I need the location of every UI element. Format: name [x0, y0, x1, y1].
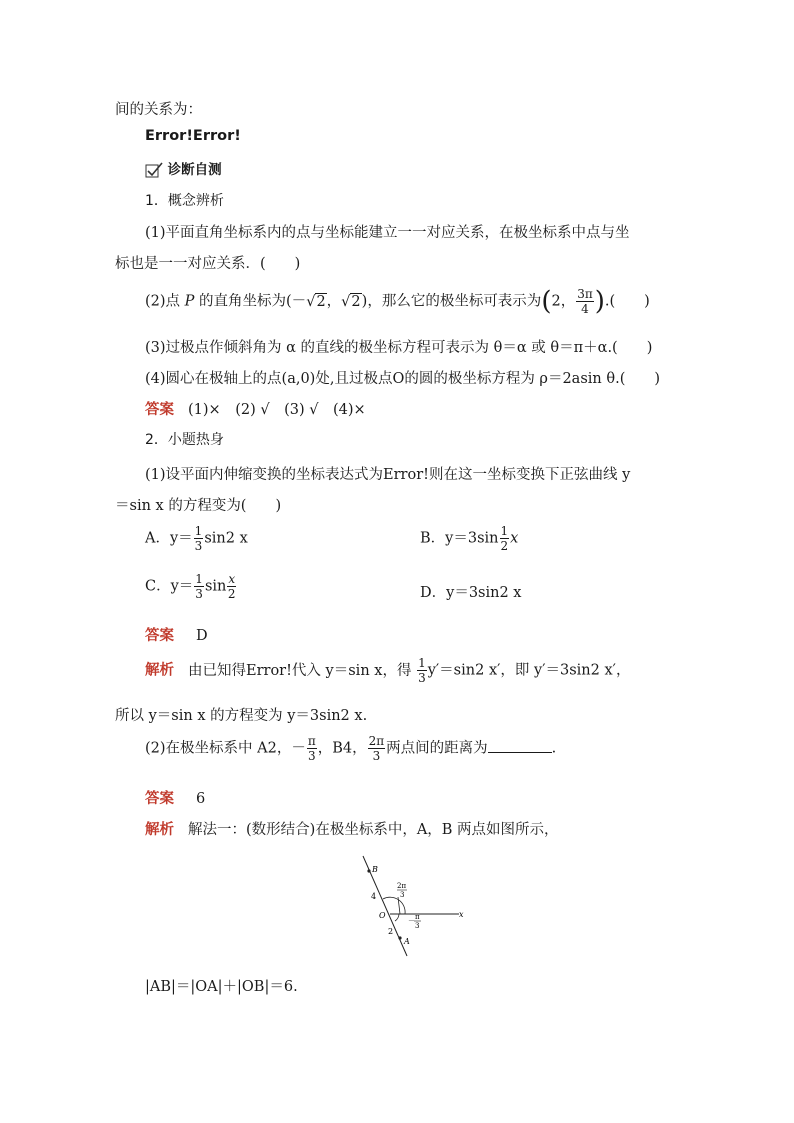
angle-1-den: 3	[400, 891, 405, 899]
option-a: A．y＝ $\frac{1}{3}$ sin2 x	[145, 524, 248, 553]
analysis-2: 解析 解法一：(数形结合)在极坐标系中，A，B 两点如图所示，	[145, 822, 559, 838]
angle-1-num: 2π	[397, 882, 407, 890]
answer-1: 答案 (1)× (2) √ (3) √ (4)×	[145, 402, 366, 418]
question-1-line-a: (1)设平面内伸缩变换的坐标表达式为Error!则在这一坐标变换下正弦曲线 y	[145, 467, 631, 483]
item-1-line-a: (1)平面直角坐标系内的点与坐标能建立一一对应关系，在极坐标系中点与坐	[145, 225, 630, 241]
checkmark-icon	[145, 162, 163, 178]
answer-blank	[488, 752, 552, 753]
item-1-line-b: 标也是一一对应关系．( )	[115, 256, 301, 272]
label-4: 4	[371, 892, 377, 901]
question-1-line-b: ＝sin x 的方程变为( )	[115, 498, 282, 514]
error-line: Error!Error!	[145, 128, 241, 144]
polar-figure	[355, 852, 475, 962]
label-2: 2	[388, 927, 394, 936]
final-equation: |AB|＝|OA|＋|OB|＝6.	[145, 979, 298, 995]
analysis-1-line-b: 所以 y＝sin x 的方程变为 y＝3sin2 x.	[115, 708, 368, 724]
answer-3: 答案 6	[145, 791, 206, 807]
label-x: x	[459, 910, 464, 919]
analysis-1-line-a: 解析 由已知得Error!代入 y＝sin x，得 $\frac{1}{3}$ y′＝sin2 x′，即 y′＝3sin2 x′，	[145, 656, 631, 685]
option-d: D．y＝3sin2 x	[420, 585, 522, 601]
angle-2-sign: －	[408, 917, 415, 925]
point-b	[367, 869, 370, 872]
angle-2-den: 3	[415, 922, 420, 930]
option-b: B．y＝3sin $\frac{1}{2}$ x	[420, 524, 519, 553]
label-b: B	[372, 865, 378, 874]
angle-arc-2pi3	[383, 897, 405, 914]
section-1-title: 1．概念辨析	[145, 193, 224, 209]
label-a: A	[404, 937, 410, 946]
option-c: C．y＝ $\frac{1}{3}$ sin $\frac{x}{2}$	[145, 572, 236, 601]
item-3: (3)过极点作倾斜角为 α 的直线的极坐标方程可表示为 θ＝α 或 θ＝π＋α.( )	[145, 340, 653, 356]
angle-2-num: π	[415, 913, 420, 921]
angle-arc-pi3	[395, 914, 399, 921]
section-2-title: 2．小题热身	[145, 432, 224, 448]
intro-line: 间的关系为：	[115, 102, 202, 118]
answer-2: 答案 D	[145, 628, 208, 644]
self-test-header: 诊断自测	[145, 158, 222, 178]
item-4: (4)圆心在极轴上的点(a,0)处,且过极点O的圆的极坐标方程为 ρ＝2asin θ.( )	[145, 371, 661, 387]
label-o: O	[379, 911, 386, 920]
question-2: (2)在极坐标系中 A2，－ $\frac{\pi}{3}$ ，B4， $\frac{2\pi}{3}$ 两点间的距离为 .	[145, 734, 557, 763]
point-a	[398, 936, 401, 939]
item-2: (2)点 P 的直角坐标为(－√2，√2)，那么它的极坐标可表示为(2， $\frac{3\pi}{4}$ ).( )	[145, 286, 650, 317]
